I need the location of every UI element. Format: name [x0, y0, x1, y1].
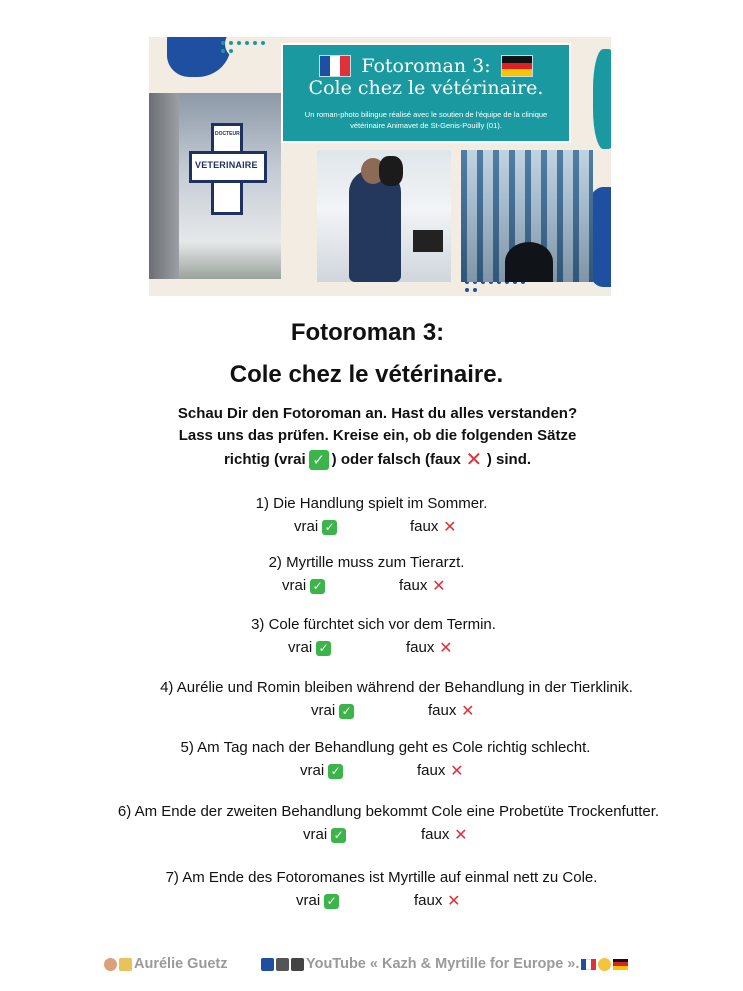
vrai-label: vrai: [296, 892, 321, 909]
cross-mark-icon: ✕: [443, 518, 457, 536]
camera-icon: [276, 958, 289, 971]
vrai-label: vrai: [303, 826, 328, 843]
answer-faux-4[interactable]: [428, 701, 475, 721]
answer-vrai-5[interactable]: [300, 761, 343, 781]
decorative-blob: [593, 49, 611, 149]
question-7: 7) Am Ende des Fotoromanes ist Myrtille auf einmal nett zu Cole.: [165, 869, 598, 886]
answer-vrai-3[interactable]: [288, 638, 331, 658]
faux-label: faux: [399, 577, 428, 594]
photo-vet-sign: [149, 93, 281, 279]
france-flag-icon: [319, 55, 351, 77]
photo-vet-with-cat: [317, 150, 451, 282]
instructions-line3a: richtig (vrai: [223, 451, 306, 468]
question-2: 2) Myrtille muss zum Tierarzt.: [268, 554, 465, 571]
clapper-icon: [291, 958, 304, 971]
instructions-line2: Lass uns das prüfen. Kreise ein, ob die folgenden Sätze: [178, 427, 577, 444]
check-mark-icon: ✓: [339, 704, 354, 719]
vrai-label: vrai: [282, 577, 307, 594]
cross-mark-icon: ✕: [454, 826, 468, 844]
answer-vrai-2[interactable]: [282, 576, 325, 596]
answer-vrai-7[interactable]: [296, 891, 339, 911]
vrai-label: vrai: [311, 702, 336, 719]
cross-mark-icon: ✕: [450, 762, 464, 780]
germany-flag-icon: [613, 959, 628, 970]
eu-flag-icon: [261, 958, 274, 971]
banner-title-line1: Fotoroman 3:: [361, 55, 491, 77]
answer-faux-1[interactable]: [410, 517, 457, 537]
answer-faux-3[interactable]: [406, 638, 453, 658]
vrai-label: vrai: [294, 518, 319, 535]
cross-mark-icon: ✕: [432, 577, 446, 595]
cover-banner: [149, 37, 611, 296]
question-5: 5) Am Tag nach der Behandlung geht es Cole richtig schlecht.: [180, 739, 591, 756]
answer-faux-2[interactable]: [399, 576, 446, 596]
check-mark-icon: ✓: [328, 764, 343, 779]
page-title-line1: Fotoroman 3:: [290, 319, 445, 346]
decorative-dots: [221, 41, 267, 53]
check-mark-icon: ✓: [322, 520, 337, 535]
faux-label: faux: [421, 826, 450, 843]
answer-faux-5[interactable]: [417, 761, 464, 781]
cross-mark-icon: ✕: [447, 892, 461, 910]
check-mark-icon: ✓: [310, 579, 325, 594]
answer-faux-7[interactable]: [414, 891, 461, 911]
person-icon: [104, 958, 117, 971]
faux-label: faux: [417, 762, 446, 779]
footer-youtube: YouTube « Kazh & Myrtille for Europe ».: [306, 956, 580, 972]
memo-icon: [119, 958, 132, 971]
answer-vrai-6[interactable]: [303, 825, 346, 845]
question-1: 1) Die Handlung spielt im Sommer.: [255, 495, 488, 512]
sign-top-label: DOCTEUR: [215, 131, 240, 137]
check-mark-icon: ✓: [331, 828, 346, 843]
instructions-line3c: ) sind.: [486, 451, 532, 468]
germany-flag-icon: [501, 55, 533, 77]
photo-cat-in-cage: [461, 150, 593, 282]
answer-vrai-4[interactable]: [311, 701, 354, 721]
question-3: 3) Cole fürchtet sich vor dem Termin.: [251, 616, 496, 633]
check-mark-icon: ✓: [316, 641, 331, 656]
cross-mark-icon: ✕: [465, 448, 483, 471]
france-flag-icon: [581, 959, 596, 970]
banner-title-box: [281, 43, 571, 143]
footer: [0, 956, 743, 978]
faux-label: faux: [414, 892, 443, 909]
answer-faux-6[interactable]: [421, 825, 468, 845]
question-6: 6) Am Ende der zweiten Behandlung bekommt Cole eine Probetüte Trockenfutter.: [117, 803, 660, 820]
banner-subtitle: Un roman-photo bilingue réalisé avec le soutien de l'équipe de la clinique vétérinaire Animavet de St-Genis-Pouilly (01).: [304, 110, 548, 130]
faux-label: faux: [428, 702, 457, 719]
sign-label: VETERINAIRE: [195, 160, 258, 170]
banner-title-line2: Cole chez le vétérinaire.: [308, 77, 544, 99]
answer-vrai-1[interactable]: [294, 517, 337, 537]
cross-mark-icon: ✕: [461, 702, 475, 720]
cat-face-icon: [598, 958, 611, 971]
instructions: [0, 403, 743, 471]
vrai-label: vrai: [300, 762, 325, 779]
question-4: 4) Aurélie und Romin bleiben während der Behandlung in der Tierklinik.: [160, 679, 633, 696]
check-mark-icon: ✓: [324, 894, 339, 909]
vrai-label: vrai: [288, 639, 313, 656]
instructions-line3b: ) oder falsch (faux: [331, 451, 461, 468]
page-title-line2: Cole chez le vétérinaire.: [229, 361, 504, 388]
footer-author: Aurélie Guetz: [134, 956, 228, 972]
instructions-line1: Schau Dir den Fotoroman an. Hast du alles verstanden?: [177, 405, 578, 422]
faux-label: faux: [410, 518, 439, 535]
check-mark-icon: ✓: [309, 450, 329, 470]
faux-label: faux: [406, 639, 435, 656]
cross-mark-icon: ✕: [439, 639, 453, 657]
